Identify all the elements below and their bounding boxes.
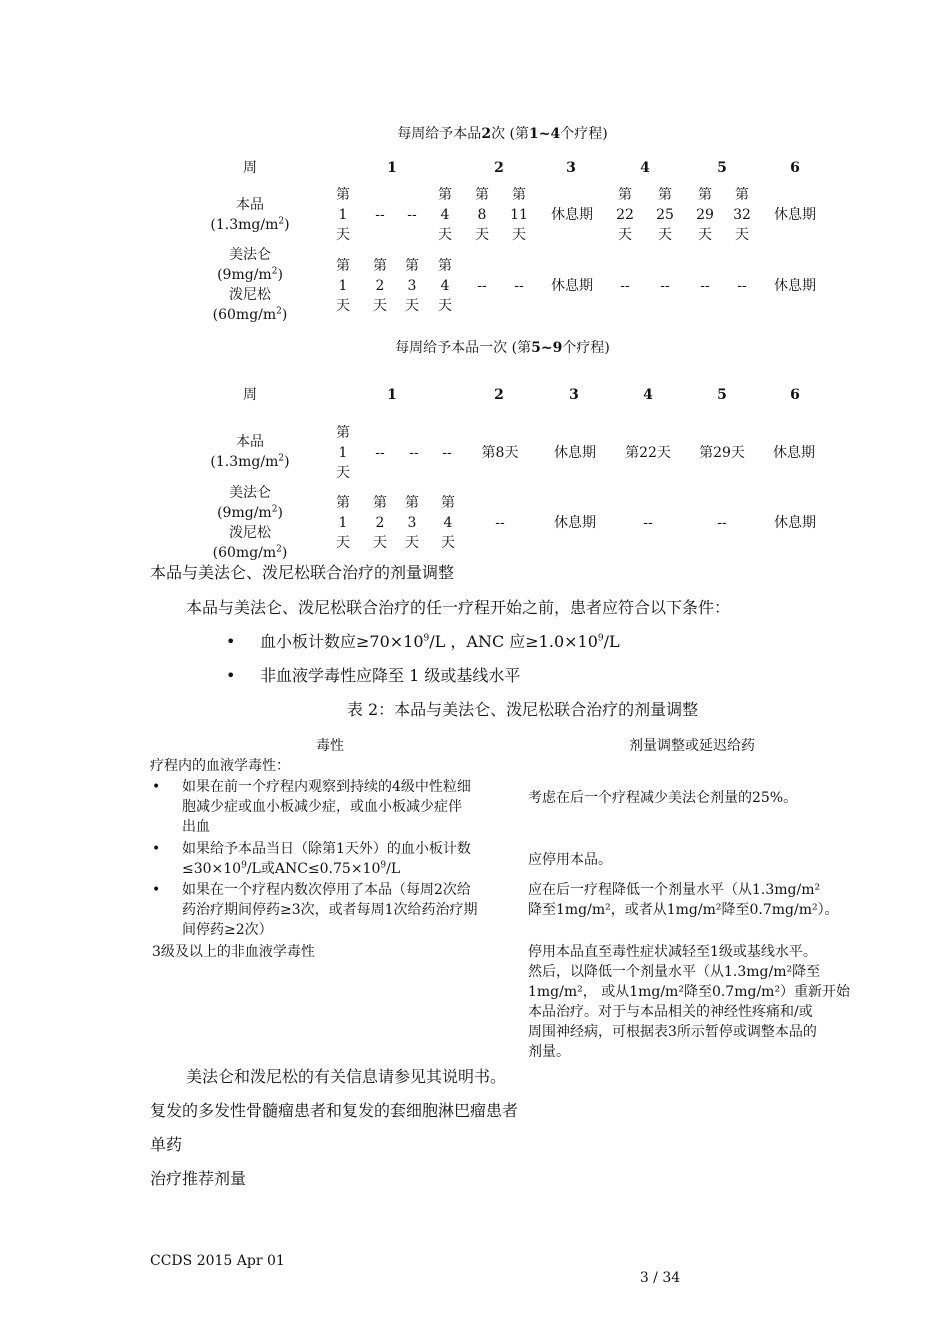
drug-dose: $(1.3mg/m^2)$	[210, 453, 290, 470]
schedule-cell-text: 第8天	[481, 445, 519, 461]
drug-label-bortezomib	[200, 432, 300, 472]
schedule-cell	[765, 513, 825, 533]
schedule-cell	[470, 513, 530, 533]
schedule-cell-text: 1	[338, 278, 348, 294]
schedule-cell	[542, 276, 602, 296]
schedule-cell-text: 天	[405, 298, 419, 314]
schedule-cell-text: --	[737, 278, 747, 294]
table-caption: 表 2：本品与美法仑、泼尼松联合治疗的剂量调整	[346, 700, 699, 719]
week-number: 5	[717, 160, 727, 176]
schedule-cell	[765, 205, 825, 225]
schedule-cell-text: 天	[438, 298, 452, 314]
schedule-cell-text: 天	[373, 298, 387, 314]
schedule-cell-text: 第	[475, 187, 489, 203]
drug-dose: $(9mg/m^2)$	[217, 504, 283, 521]
schedule-cell-text: 25	[656, 207, 674, 223]
drug-dose: $(60mg/m^2)$	[212, 544, 288, 561]
bullet-dot: •	[226, 632, 236, 651]
schedule-cell-text: 天	[438, 227, 452, 243]
schedule-cell-text: 2	[375, 278, 385, 294]
table-header-toxicity: 毒性	[316, 738, 344, 754]
table-row-toxicity: 如果在一个疗程内数次停用了本品（每周2次给 药治疗期间停药≥3次，或者每周1次给药治疗期 间停药≥2次）	[182, 882, 478, 938]
schedule-cell-text: 休息期	[774, 515, 816, 531]
schedule-cell-text: 天	[336, 227, 350, 243]
drug-name: 美法仑	[229, 485, 271, 501]
schedule-cell-text: --	[495, 515, 505, 531]
week-number: 6	[790, 160, 800, 176]
schedule-cell-text: 休息期	[551, 278, 593, 294]
drug-name: 美法仑	[229, 247, 271, 263]
schedule-cell-text: 第	[373, 258, 387, 274]
schedule-cell-text: 天	[512, 227, 526, 243]
week-number: 5	[717, 387, 727, 403]
schedule-cell-text: 第	[336, 495, 350, 511]
schedule-cell	[731, 276, 753, 296]
schedule-cell-text: 29	[696, 207, 714, 223]
schedule-cell-text: 11	[510, 207, 528, 223]
table-group-label: 疗程内的血液学毒性：	[150, 758, 290, 774]
bullet-item: 血小板计数应$\ge 70\times 10^9/L$ ，ANC 应$\ge 1.0\times 10^9/L$	[260, 632, 620, 651]
section-heading: 本品与美法仑、泼尼松联合治疗的剂量调整	[150, 563, 455, 582]
schedule-cell	[508, 185, 530, 245]
schedule-cell	[369, 443, 391, 463]
schedule-cell-text: 第	[336, 187, 350, 203]
table-row-action: 应在后一疗程降低一个剂量水平（从1.3mg/m² 降至1mg/m²，或者从1mg/m²降至0.7mg/m²）。	[528, 882, 839, 918]
table-row-toxicity: 3级及以上的非血液学毒性	[152, 944, 315, 960]
drug-label-bortezomib	[200, 195, 300, 235]
caption-text: 2	[481, 126, 492, 142]
caption-text: 次 (第	[491, 126, 529, 142]
week-number: 2	[494, 387, 504, 403]
bullet-dot: •	[226, 666, 236, 685]
schedule-cell-text: 8	[477, 207, 487, 223]
schedule-cell-text: 天	[658, 227, 672, 243]
schedule-cell-text: 第	[438, 258, 452, 274]
schedule-cell	[765, 276, 825, 296]
schedule-cell-text: 天	[698, 227, 712, 243]
schedule-cell	[471, 276, 493, 296]
schedule-cell	[694, 276, 716, 296]
schedule-cell-text: 32	[733, 207, 751, 223]
schedule-cell-text: 3	[407, 515, 417, 531]
schedule-cell-text: --	[442, 445, 452, 461]
schedule-cell-text: 2	[375, 515, 385, 531]
schedule-cell-text: 第	[658, 187, 672, 203]
schedule-cell-text: 4	[440, 207, 450, 223]
schedule-cell	[618, 443, 678, 463]
week-number: 6	[790, 387, 800, 403]
schedule-cell-text: 第22天	[625, 445, 671, 461]
week-number: 3	[569, 387, 579, 403]
schedule-cell	[614, 276, 636, 296]
schedule-cell-text: 休息期	[774, 278, 816, 294]
schedule-cell	[618, 513, 678, 533]
week-number: 4	[643, 387, 653, 403]
schedule-cell	[654, 276, 676, 296]
subsection-heading: 复发的多发性骨髓瘤患者和复发的套细胞淋巴瘤患者	[150, 1101, 519, 1120]
schedule-cell-text: --	[375, 207, 385, 223]
table-header-dose-adjustment: 剂量调整或延迟给药	[629, 738, 755, 754]
schedule-cell	[731, 185, 753, 245]
table-row-toxicity: 如果在前一个疗程内观察到持续的4级中性粒细 胞减少症或血小板减少症，或血小板减少症伴 出血	[182, 779, 471, 835]
table-row-action: 停用本品直至毒性症状减轻至1级或基线水平。 然后，以降低一个剂量水平（从1.3mg/m²降至 1mg/m²， 或从1mg/m²降至0.7mg/m²）重新开始 本品治疗。对于与本品相关的神经性疼痛和/或 周围神经病，可根据表3所示暂停或调整本品的 剂量。	[528, 944, 851, 1060]
schedule-cell-text: --	[407, 207, 417, 223]
schedule-cell-text: 第	[373, 495, 387, 511]
schedule-cell	[332, 423, 354, 483]
week-number: 3	[566, 160, 576, 176]
schedule-cell	[332, 256, 354, 316]
document-id: CCDS 2015 Apr 01	[150, 1253, 285, 1269]
schedule-cell-text: 4	[440, 278, 450, 294]
drug-dose: $(1.3mg/m^2)$	[210, 216, 290, 233]
schedule-cell-text: 1	[338, 445, 348, 461]
week-number: 1	[387, 160, 397, 176]
bullet-dot: •	[152, 779, 161, 795]
schedule-cell	[437, 493, 459, 553]
schedule-cell-text: 1	[338, 207, 348, 223]
schedule-cell-text: --	[717, 515, 727, 531]
schedule-cell-text: 休息期	[551, 207, 593, 223]
subsection-heading: 治疗推荐剂量	[150, 1169, 247, 1188]
schedule-cell	[403, 443, 425, 463]
bullet-dot: •	[152, 882, 161, 898]
schedule-cell-text: 休息期	[554, 515, 596, 531]
schedule-cell-text: 第	[735, 187, 749, 203]
page-number: 3 / 34	[639, 1270, 681, 1286]
schedule-cell	[401, 493, 423, 553]
drug-label-melphalan-prednisone	[200, 245, 300, 325]
caption-text: 每周给予本品一次 (第	[395, 340, 532, 356]
schedule-cell-text: 天	[405, 535, 419, 551]
schedule-cell-text: 休息期	[554, 445, 596, 461]
schedule-cell	[545, 443, 605, 463]
drug-name: 泼尼松	[229, 287, 271, 303]
info-note: 美法仑和泼尼松的有关信息请参见其说明书。	[186, 1067, 507, 1086]
schedule-cell-text: 天	[336, 535, 350, 551]
schedule-cell	[369, 205, 391, 225]
week-header-label: 周	[243, 387, 257, 403]
schedule-cell-text: 1	[338, 515, 348, 531]
schedule-cell-text: 第	[438, 187, 452, 203]
drug-name: 泼尼松	[229, 525, 271, 541]
schedule-cell-text: 第	[405, 258, 419, 274]
drug-name: 本品	[236, 197, 264, 213]
table-row-action: 考虑在后一个疗程减少美法仑剂量的25%。	[528, 790, 798, 806]
schedule-cell	[654, 185, 676, 245]
schedule-cell-text: 第	[512, 187, 526, 203]
schedule-cell-text: --	[409, 445, 419, 461]
schedule-cell	[508, 276, 530, 296]
schedule-cell-text: 第	[698, 187, 712, 203]
subsection-heading: 单药	[150, 1135, 183, 1154]
schedule2-caption	[0, 338, 950, 358]
schedule-cell	[694, 185, 716, 245]
schedule-cell	[434, 256, 456, 316]
schedule-cell-text: --	[514, 278, 524, 294]
caption-text: 1~4	[528, 126, 561, 142]
section-intro: 本品与美法仑、泼尼松联合治疗的任一疗程开始之前，患者应符合以下条件：	[186, 598, 731, 617]
week-number: 4	[640, 160, 650, 176]
drug-dose: $(60mg/m^2)$	[212, 306, 288, 323]
schedule-cell	[332, 493, 354, 553]
schedule-cell-text: 天	[735, 227, 749, 243]
caption-text: 个疗程)	[562, 340, 610, 356]
week-number: 1	[387, 387, 397, 403]
schedule-cell-text: --	[660, 278, 670, 294]
schedule-cell-text: --	[477, 278, 487, 294]
drug-label-melphalan-prednisone	[200, 483, 300, 563]
week-number: 2	[494, 160, 504, 176]
schedule1-caption	[0, 124, 950, 144]
schedule-cell-text: 第	[405, 495, 419, 511]
schedule-cell-text: 第	[336, 425, 350, 441]
caption-text: 个疗程)	[560, 126, 608, 142]
schedule-cell-text: 第29天	[699, 445, 745, 461]
schedule-cell	[692, 443, 752, 463]
schedule-cell	[471, 185, 493, 245]
schedule-cell	[436, 443, 458, 463]
schedule-cell	[401, 256, 423, 316]
schedule-cell-text: 4	[443, 515, 453, 531]
schedule-cell	[332, 185, 354, 245]
schedule-cell	[542, 205, 602, 225]
schedule-cell-text: 3	[407, 278, 417, 294]
schedule-cell	[545, 513, 605, 533]
caption-text: 每周给予本品	[397, 126, 482, 142]
schedule-cell-text: 天	[441, 535, 455, 551]
drug-name: 本品	[236, 434, 264, 450]
schedule-cell	[401, 205, 423, 225]
schedule-cell	[470, 443, 530, 463]
schedule-cell-text: 天	[618, 227, 632, 243]
caption-text: 5~9	[531, 340, 563, 356]
schedule-cell-text: 天	[336, 298, 350, 314]
schedule-cell-text: 天	[475, 227, 489, 243]
bullet-item: 非血液学毒性应降至 1 级或基线水平	[260, 666, 521, 685]
schedule-cell	[434, 185, 456, 245]
schedule-cell-text: 天	[336, 465, 350, 481]
schedule-cell-text: 天	[373, 535, 387, 551]
schedule-cell	[369, 493, 391, 553]
schedule-cell	[692, 513, 752, 533]
schedule-cell-text: 休息期	[773, 445, 815, 461]
week-header-label: 周	[243, 160, 257, 176]
schedule-cell	[369, 256, 391, 316]
drug-dose: $(9mg/m^2)$	[217, 266, 283, 283]
schedule-cell-text: 休息期	[774, 207, 816, 223]
schedule-cell-text: 第	[336, 258, 350, 274]
bullet-dot: •	[152, 841, 161, 857]
schedule-cell	[614, 185, 636, 245]
table-row-action: 应停用本品。	[528, 852, 612, 868]
schedule-cell-text: 22	[616, 207, 634, 223]
schedule-cell	[764, 443, 824, 463]
schedule-cell-text: 第	[618, 187, 632, 203]
schedule-cell-text: 第	[441, 495, 455, 511]
schedule-cell-text: --	[700, 278, 710, 294]
schedule-cell-text: --	[620, 278, 630, 294]
schedule-cell-text: --	[643, 515, 653, 531]
table-row-toxicity: 如果给予本品当日（除第1天外）的血小板计数 $\le 30\times 10^9/L$或$ANC\le 0.75\times 10^9/L$	[182, 841, 471, 877]
schedule-cell-text: --	[375, 445, 385, 461]
